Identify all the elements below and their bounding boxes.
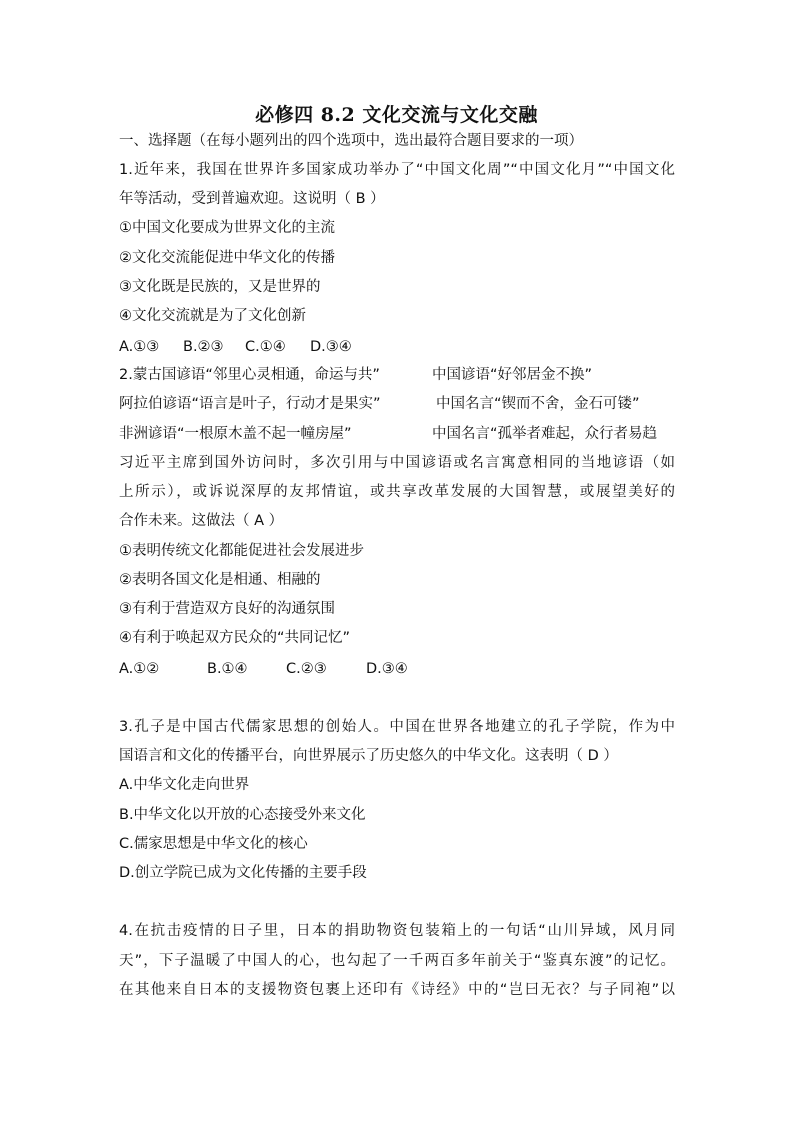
q2-item-3: ③有利于营造双方良好的沟通氛围 (119, 601, 335, 617)
q2-option-d: D.③④ (366, 661, 408, 677)
q1-item-1: ①中国文化要成为世界文化的主流 (119, 220, 335, 236)
q3-stem-line-1: 3.孔子是中国古代儒家思想的创始人。中国在世界各地建立的孔子学院，作为中 (119, 719, 675, 735)
q3-option-b: B.中华文化以开放的心态接受外来文化 (119, 807, 366, 823)
section-heading: 一、选择题（在每小题列出的四个选项中，选出最符合题目要求的一项） (119, 133, 583, 149)
q2-item-4: ④有利于唤起双方民众的“共同记忆” (119, 630, 351, 646)
q3-option-d: D.创立学院已成为文化传播的主要手段 (119, 865, 367, 881)
q3-option-c: C.儒家思想是中华文化的核心 (119, 836, 308, 852)
q4-line-2: 天”，下子温暖了中国人的心，也勾起了一千两百多年前关于“鉴真东渡”的记忆。 (119, 953, 675, 969)
q2-option-a: A.①② (119, 661, 160, 677)
q1-option-a: A.①③ (119, 339, 160, 355)
q2-proverb-mongolia: 2.蒙古国谚语“邻里心灵相通，命运与共” (119, 367, 380, 383)
q2-option-c: C.②③ (286, 661, 327, 677)
q2-body-line-3: 合作未来。这做法（ A ） (119, 513, 284, 529)
document-title: 必修四 8.2 文化交流与文化交融 (255, 104, 538, 126)
q1-option-b: B.②③ (183, 339, 224, 355)
q2-proverb-china-1: 中国谚语“好邻居金不换” (432, 367, 593, 383)
q1-stem-line-2: 年等活动，受到普遍欢迎。这说明（ B ） (119, 191, 385, 207)
q1-stem-line-1: 1.近年来，我国在世界许多国家成功举办了“中国文化周”“中国文化月”“中国文化 (119, 162, 675, 178)
q2-item-1: ①表明传统文化都能促进社会发展进步 (119, 543, 364, 559)
q1-item-2: ②文化交流能促进中华文化的传播 (119, 250, 335, 266)
q1-item-4: ④文化交流就是为了文化创新 (119, 308, 306, 324)
q2-proverb-china-2: 中国名言“锲而不舍，金石可镂” (436, 396, 640, 412)
q1-item-3: ③文化既是民族的，又是世界的 (119, 279, 321, 295)
q2-option-b: B.①④ (207, 661, 248, 677)
q1-option-c: C.①④ (245, 339, 286, 355)
q3-option-a: A.中华文化走向世界 (119, 777, 250, 793)
q2-body-line-2: 上所示），或诉说深厚的友邦情谊，或共享改革发展的大国智慧，或展望美好的 (119, 484, 675, 500)
q4-line-1: 4.在抗击疫情的日子里，日本的捐助物资包装箱上的一句话“山川异域，风月同 (119, 923, 675, 939)
q3-stem-line-2: 国语言和文化的传播平台，向世界展示了历史悠久的中华文化。这表明（ D ） (119, 748, 618, 764)
q2-proverb-africa: 非洲谚语“一根原木盖不起一幢房屋” (119, 426, 352, 442)
q1-option-d: D.③④ (310, 339, 352, 355)
q2-proverb-arabic: 阿拉伯谚语“语言是叶子，行动才是果实” (119, 396, 381, 412)
q4-line-3: 在其他来自日本的支援物资包裹上还印有《诗经》中的“岂曰无衣？与子同袍”以 (119, 982, 675, 998)
q2-item-2: ②表明各国文化是相通、相融的 (119, 572, 321, 588)
q2-proverb-china-3: 中国名言“孤举者难起，众行者易趋 (432, 426, 658, 442)
q2-body-line-1: 习近平主席到国外访问时，多次引用与中国谚语或名言寓意相同的当地谚语（如 (119, 455, 675, 471)
